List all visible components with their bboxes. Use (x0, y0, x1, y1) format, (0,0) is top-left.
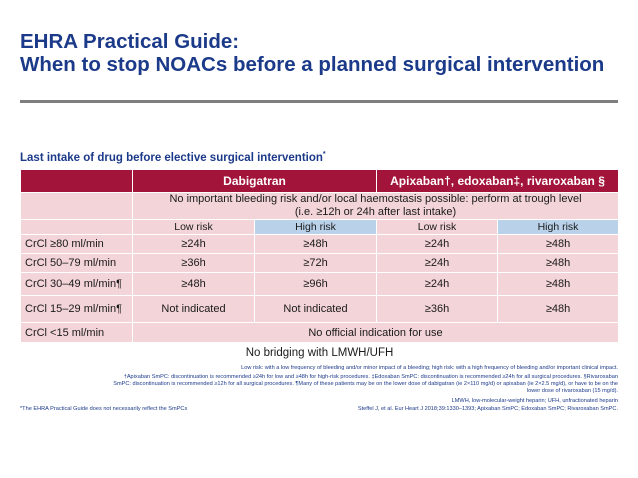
row-label: CrCl 15–29 ml/min¶ (21, 296, 133, 323)
reference: Steffel J, et al. Eur Heart J 2018;39:1330–1393; Apixaban SmPC; Edoxaban SmPC; Rivaroxaban SmPC. (357, 406, 618, 412)
risk-label: High risk (498, 220, 619, 235)
abbreviations: LMWH, low-molecular-weight heparin; UFH, unfractionated heparin (451, 398, 618, 404)
cell-value: ≥48h (498, 235, 619, 254)
no-indication-cell: No official indication for use (133, 323, 619, 343)
cell-value: ≥48h (255, 235, 377, 254)
risk-label: High risk (255, 220, 377, 235)
row-label: CrCl ≥80 ml/min (21, 235, 133, 254)
cell-value: Not indicated (133, 296, 255, 323)
no-risk-note (133, 193, 619, 220)
table-row (21, 235, 619, 254)
smpc-line-3: lower dose of rivaroxaban (15 mg/d). (526, 388, 618, 394)
header-xa-inhibitors: Apixaban†, edoxaban‡, rivaroxaban § (377, 170, 619, 193)
smpc-line-1: †Apixaban SmPC: discontinuation is recommended ≥24h for low and ≥48h for high-risk procedures. ‡Edoxaban SmPC: discontinuation is recommended ≥24h for all surgical procedures. §Rivaroxaban (123, 374, 618, 380)
row-label: CrCl <15 ml/min (21, 323, 133, 343)
cell-value: ≥24h (377, 273, 498, 296)
table-row (21, 254, 619, 273)
bridging-note: No bridging with LMWH/UFH (21, 343, 619, 364)
cell-value: ≥24h (133, 235, 255, 254)
cell-value: ≥72h (255, 254, 377, 273)
risk-definition: Low risk: with a low frequency of bleeding and/or minor impact of a bleeding; high risk: with a high frequency of bleeding and/or important clinical impact. (241, 365, 618, 371)
cell-value: ≥24h (377, 235, 498, 254)
header-dabigatran: Dabigatran (133, 170, 377, 193)
disclaimer: *The EHRA Practical Guide does not necessarily reflect the SmPCs (20, 406, 188, 412)
risk-row (21, 220, 619, 235)
smpc-note (20, 374, 618, 395)
no-risk-row (21, 193, 619, 220)
smpc-line-2: SmPC: discontinuation is recommended ≥12h for all surgical procedures. ¶Many of these patients may be on the lower dose of dabigatran (ie 2×110 mg/d) or apixaban (ie 2×2.5 mg/d), or have to be on the (113, 381, 618, 387)
slide-title (20, 30, 620, 76)
subtitle-mark: * (322, 151, 326, 158)
cell-value: ≥36h (377, 296, 498, 323)
title-line-1: EHRA Practical Guide: (20, 30, 240, 53)
table-row (21, 323, 619, 343)
risk-empty-cell (21, 220, 133, 235)
cell-value: ≥48h (133, 273, 255, 296)
row-label: CrCl 50–79 ml/min (21, 254, 133, 273)
cell-value: ≥48h (498, 296, 619, 323)
no-risk-line-1: No important bleeding risk and/or local haemostasis possible: perform at trough level (169, 193, 582, 205)
row-label: CrCl 30–49 ml/min¶ (21, 273, 133, 296)
title-divider (20, 100, 618, 103)
table-subtitle (20, 151, 326, 164)
subtitle-text: Last intake of drug before elective surgical intervention (20, 151, 323, 164)
no-risk-empty-cell (21, 193, 133, 220)
risk-label: Low risk (377, 220, 498, 235)
table-row (21, 273, 619, 296)
cell-value: ≥96h (255, 273, 377, 296)
noac-stop-table (20, 169, 619, 364)
cell-value: ≥48h (498, 254, 619, 273)
header-empty-cell (21, 170, 133, 193)
cell-value: ≥36h (133, 254, 255, 273)
bridging-row (21, 343, 619, 364)
cell-value: ≥24h (377, 254, 498, 273)
table-row (21, 296, 619, 323)
risk-label: Low risk (133, 220, 255, 235)
no-risk-line-2: (i.e. ≥12h or 24h after last intake) (294, 206, 457, 218)
cell-value: Not indicated (255, 296, 377, 323)
title-line-2: When to stop NOACs before a planned surgical intervention (20, 53, 605, 76)
header-row (21, 170, 619, 193)
cell-value: ≥48h (498, 273, 619, 296)
